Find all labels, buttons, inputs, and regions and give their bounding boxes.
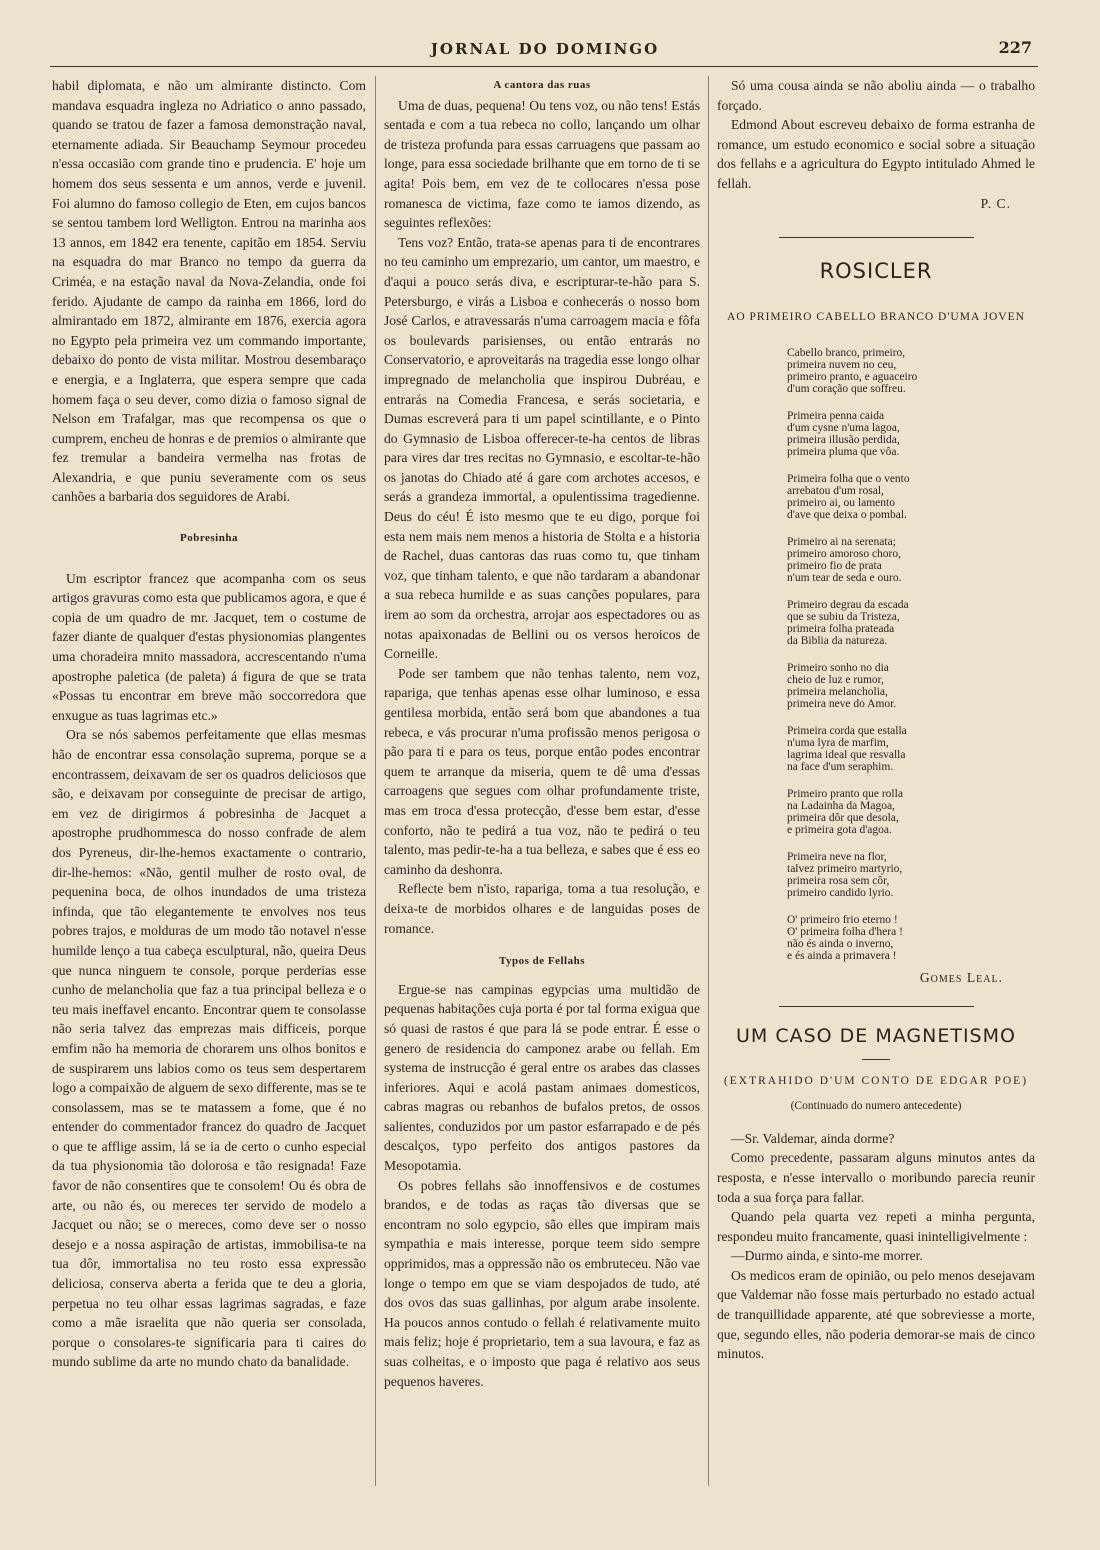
poem-line: primeiro pranto, e aguaceiro xyxy=(787,371,918,384)
poem-line: primeira dôr que desola, xyxy=(787,812,899,825)
poem-line: não és ainda o inverno, xyxy=(787,938,894,951)
article-paragraph: Edmond About escreveu debaixo de forma estranha de romance, um estudo economico e social sobre a situação dos fellahs e a agricultura do Egypto intitulado Ahmed le fellah. xyxy=(717,117,1035,191)
article-paragraph: Um escriptor francez que acompanha com os seus artigos gravuras como esta que publicamos agora, e que é copia de um quadro de mr. Jacquet, tem o costume de fazer diante de qualquer d'estas physionomias plangentes uma choradeira mnito massadora, accrescentando n'uma apostrophe paletica (de paleta) á figura de que se trata «Possas tu encontrar em breve mão soccorredora que enxugue as tuas lagrimas etc.» xyxy=(52,570,366,723)
article-paragraph: Os pobres fellahs são innoffensivos e de costumes brandos, e de todas as raças tão diversas que se encontram no solo egypcio, são elles que impiram mais sympathia e mais interesse, porque teem sido sempre opprimidos, mas a oppressão não os embruteceu. Não vae longe o tempo em que se viam despojados de tudo, até dos ovos das suas gallinhas, por algum arabe insolente. Ha poucos annos contudo o fellah é relativamente muito mais feliz; hoje é proprietario, tem a sua lavoura, e faz as suas colheitas, e o imposto que paga é relativo aos seus pequenos haveres. xyxy=(384,1177,700,1389)
poem-line: primeira illusão perdida, xyxy=(787,434,900,447)
article-paragraph: —Durmo ainda, e sinto-me morrer. xyxy=(731,1248,923,1264)
article-paragraph: Reflecte bem n'isto, rapariga, toma a tua resolução, e deixa-te de morbidos olhares e de languidas poses de romance. xyxy=(384,881,700,936)
poem-stanza xyxy=(787,725,1035,773)
poem-line: arrebatou d'um rosal, xyxy=(787,485,884,498)
column-divider xyxy=(375,76,376,1486)
poem-line: primeira nuvem no ceu, xyxy=(787,359,897,372)
column-right xyxy=(717,76,1035,1496)
column-divider xyxy=(708,76,709,1486)
poem-line: d'um coração que soffreu. xyxy=(787,383,906,396)
poem-line: primeira neve do Amor. xyxy=(787,698,897,711)
poem-line: d'um cysne n'uma lagoa, xyxy=(787,422,900,435)
poem-line: Primeira penna caida xyxy=(787,410,885,423)
poem-stanza xyxy=(787,662,1035,710)
article-paragraph: Pode ser tambem que não tenhas talento, nem voz, rapariga, que tenhas apenas esse olhar luminoso, e essa gentilesa morbida, então será bom que abandones a tua rebeca, e vás procurar n'uma profissão menos perigosa o pão para ti e para os teus, porque então podes encontrar quem te arranque da miseria, quem te dê uma d'essas carroagens que segues com olhar profundamente triste, mas em troca d'essa protecção, d'esse bem estar, d'esse conforto, não te pedirá a tua voz, não te pedirá o teu talento, mas pedir-te-ha a tua belleza, e sabes que é ess eo caminho da deshonra. xyxy=(384,665,700,877)
poem-line: e és ainda a primavera ! xyxy=(787,950,897,963)
poem-line: O' primeira folha d'hera ! xyxy=(787,926,903,939)
signature: P. C. xyxy=(980,195,1011,211)
article-paragraph: Ergue-se nas campinas egypcias uma multidão de pequenas habitações cuja porta é por tal forma exigua que só quasi de rastos é que para lá se pode entrar. É esse o genero de residencia do camponez arabe ou fellah. Em systema de instrucção é geral entre os arabes das classes inferiores. Aqui e acolá pastam animaes domesticos, cabras magras ou rebanhos de bufalos pretos, de ossos salientes, conduzidos por um pastor esfarrapado e de pés descalços, typo perfeito dos antigos pastores da Mesopotamia. xyxy=(384,981,700,1174)
section-heading: A cantora das ruas xyxy=(493,79,591,91)
poem-stanza xyxy=(787,536,1035,584)
journal-title: JORNAL DO DOMINGO xyxy=(430,40,660,58)
poem-line: Primeira corda que estalla xyxy=(787,725,907,738)
poem-line: primeiro ai, ou lamento xyxy=(787,497,895,510)
article-title: UM CASO DE MAGNETISMO xyxy=(736,1024,1016,1047)
page-number: 227 xyxy=(998,38,1032,57)
poem-line: lagrima ideal que resvalla xyxy=(787,749,906,762)
poem-line: n'um tear de seda e ouro. xyxy=(787,572,902,585)
poem-line: Primeiro pranto que rolla xyxy=(787,788,903,801)
article-paragraph: Como precedente, passaram alguns minutos antes da resposta, e n'esse intervallo o moribundo parecia reunir toda a sua força para fallar. xyxy=(717,1150,1035,1205)
poem-line: primeira melancholia, xyxy=(787,686,888,699)
article-paragraph: Tens voz? Então, trata-se apenas para ti de encontrares no teu caminho um emprezario, um cantor, um maestro, e d'aqui a pouco serás diva, e escripturar-te-hão para S. Petersburgo, e virás a Lisboa e conhecerás o nosso bom José Carlos, e atravessarás n'uma carroagem macia e fôfa os boulevards parisienses, ou então entrarás no Conservatorio, e aproveitarás na tragedia esse longo olhar impregnado de melancholia que inspirou Dubréau, e entrarás na Comedia Francesa, e serás societaria, e Dumas escreverá para ti um papel scintillante, e o Pinto do Gymnasio de Lisboa offerecer-te-ha centos de libras para vires dar tres recitas no Gymnasio, e escoltar-te-hão os janotas do Chiado até á gare com archotes accesos, e serás a grandeza immortal, a opulentissima tragedienne. Deus do céu! É isto mesmo que te eu digo, porque foi esta nem mais nem menos a historia de Stolta e a historia de Rachel, duas cantoras das ruas como tu, que tinham voz, que tinham talento, e que não tardaram a abandonar a sua rebeca humilde e as suas canções populares, para irem ao som da orchestra, arrojar aos espectadores ou as notas apaixonadas de Bellini ou os versos heroicos de Corneille. xyxy=(384,234,700,662)
poem-line: Primeira folha que o vento xyxy=(787,473,910,486)
poem-line: Primeiro ai na serenata; xyxy=(787,536,896,549)
poem-line: n'uma lyra de marfim, xyxy=(787,737,889,750)
poem-line: talvez primeiro martyrio, xyxy=(787,863,903,876)
poem-line: Primeira neve na flor, xyxy=(787,851,887,864)
column-left xyxy=(52,76,366,1496)
poem-line: Cabello branco, primeiro, xyxy=(787,347,906,360)
poem-line: na face d'um seraphim. xyxy=(787,761,894,774)
poem-stanza xyxy=(787,851,1035,899)
poem-line: d'ave que deixa o pombal. xyxy=(787,509,907,522)
poem-line: cheio de luz e rumor, xyxy=(787,674,884,687)
article-paragraph: —Sr. Valdemar, ainda dorme? xyxy=(731,1130,895,1146)
poem-stanza xyxy=(787,599,1035,647)
poem-line: primeira pluma que vôa. xyxy=(787,446,900,459)
poem-line: primeiro amoroso choro, xyxy=(787,548,902,561)
article-paragraph: Ora se nós sabemos perfeitamente que ellas mesmas hão de encontrar essa consolação suprema, porque se a encontrassem, deixavam de ser os quadros deliciosos que são, e deixavam por conseguinte de precisar de artigo, em vez de dirigirmos á pobresinha de Jacquet a apostrophe prudhommesca do nosso confrade de alem dos Pyreneus, dir-lhe-hemos exactamente o contrario, dir-lhe-hemos: «Não, gentil mulher de rosto oval, de pequenina boca, de olhos inundados de uma tristeza infinda, que tão elegantemente te envolves nos teus pobres trajos, e molduras de um modo tão notavel n'esse humilde lenço a tua cabeça esculptural, não, queira Deus que nunca ninguem te console, porque perderias esse cunho de melancholia que faz a tua principal belleza e o teu mais ineffavel encanto. Encontrar quem te consolasse não seria talvez das emprezas mais difficeis, porque emfim não ha memoria de chorarem uns olhos bonitos e de suspirarem uns labios como os teus sem despertarem logo a compaixão de alguem de sexo differente, mas se te consolassem, mas se te matassem a fome, que é no entender do commentador francez do quadro de Jacquet o que te afflige assim, lá se ia de certo o cunho especial da tua physionomia tão dolorosa e tão resignada! Faze favor de não consentires que te consolem! Ou és obra de arte, ou não és, ou mereces ter servido de modelo a Jacquet ou não; se o mereces, como deve ser o nosso desejo e a nossa aspiração de artistas, immobilisa-te na tua dôr, immortalisa no teu rosto essa expressão deliciosa, conserva aberta a ferida que te deu a gloria, perpetua no teu olhar essas lagrimas sagradas, e faze como a mãe israelita que não queria ser consolada, porque o consolares-te significaria para ti caires do mundo sublime da arte no mundo chato da banalidade. xyxy=(52,727,366,1370)
article-paragraph: Só uma cousa ainda se não aboliu ainda — o trabalho forçado. xyxy=(717,78,1035,113)
column-middle xyxy=(384,76,700,1496)
poem-subtitle: AO PRIMEIRO CABELLO BRANCO D'UMA JOVEN xyxy=(727,310,1025,323)
article-paragraph: Os medicos eram de opinião, ou pelo menos desejavam que Valdemar não fosse mais perturbado no estado actual de tranquillidade apparente, até que sobreviesse a morte, que, segundo elles, não poderia demorar-se mais de cinco minutos. xyxy=(717,1267,1035,1362)
article-paragraph: Uma de duas, pequena! Ou tens voz, ou não tens! Estás sentada e com a tua rebeca no collo, lançando um olhar de tristeza profunda para essas carruagens que passam ao longe, para essa sociedade brilhante que em torno de ti se agita! Pois bem, em vez de te collocares n'essa pose romanesca de victima, faze como te iamos dizendo, as seguintes reflexões: xyxy=(384,97,700,231)
signature: Gomes Leal. xyxy=(919,970,1003,986)
poem-line: que se subiu da Tristeza, xyxy=(787,611,900,624)
poem-stanza xyxy=(787,347,1035,395)
section-heading: Typos de Fellahs xyxy=(498,955,586,968)
article-paragraph: habil diplomata, e não um almirante distincto. Com mandava esquadra ingleza no Adriatico o anno passado, quando se tratou de fazer a famosa demonstração naval, eternamente adiada. Sir Beauchamp Seymour procedeu n'essa occasião com grande tino e prudencia. E' hoje um homem dos seus sessenta e um annos, verde e juvenil. Foi alumno do famoso collegio de Eten, em cujos bancos se sentou tambem lord Welligton. Entrou na marinha aos 13 annos, em 1842 era tenente, capitão em 1854. Serviu na esquadra do mar Branco no tempo da guerra da Criméa, e na estação naval da Nova-Zelandia, onde foi ferido. Ajudante de campo da rainha em 1866, lord do almirantado em 1872, almirante em 1876, exercia agora no Egypto pela primeira vez um commando importante, debaixo do ponto de vista militar. Mostrou desembaraço e energia, e a Inglaterra, que espera sempre que cada homem faça o seu dever, como dizia o famoso signal de Nelson em Trafalgar, mas que recompensa os que o cumprem, encheu de honras e de premios o almirante que fez tremular a bandeira vermelha nas frotas de Alexandria, e que puniu severamente com os seus canhões a barbaria dos seguidores de Arabi. xyxy=(52,78,366,505)
article-paragraph: Quando pela quarta vez repeti a minha pergunta, respondeu muito francamente, quasi inintelligivelmente : xyxy=(717,1209,1035,1244)
poem-line: O' primeiro frio eterno ! xyxy=(787,914,898,927)
header-rule xyxy=(50,66,1038,67)
poem-line: na Ladainha da Magoa, xyxy=(787,800,895,813)
page-header xyxy=(50,38,1040,68)
poem-line: Primeiro sonho no dia xyxy=(787,662,889,675)
poem-line: primeiro candido lyrio. xyxy=(787,887,894,900)
poem-line: primeiro fio de prata xyxy=(787,560,882,573)
poem-title: ROSICLER xyxy=(819,259,933,284)
poem xyxy=(787,347,1035,962)
poem-stanza xyxy=(787,914,1035,962)
poem-line: Primeiro degrau da escada xyxy=(787,599,909,612)
continuation-note: (Continuado do numero antecedente) xyxy=(790,1100,962,1113)
article-subtitle: (EXTRAHIDO D'UM CONTO DE EDGAR POE) xyxy=(723,1074,1029,1087)
poem-line: e primeira gota d'agoa. xyxy=(787,824,892,837)
poem-line: da Biblia da natureza. xyxy=(787,635,888,648)
section-heading: Pobresinha xyxy=(180,532,238,545)
poem-stanza xyxy=(787,473,1035,521)
poem-line: primeira rosa sem côr, xyxy=(787,875,890,888)
poem-line: primeira folha prateada xyxy=(787,623,895,636)
poem-stanza xyxy=(787,788,1035,836)
poem-stanza xyxy=(787,410,1035,458)
